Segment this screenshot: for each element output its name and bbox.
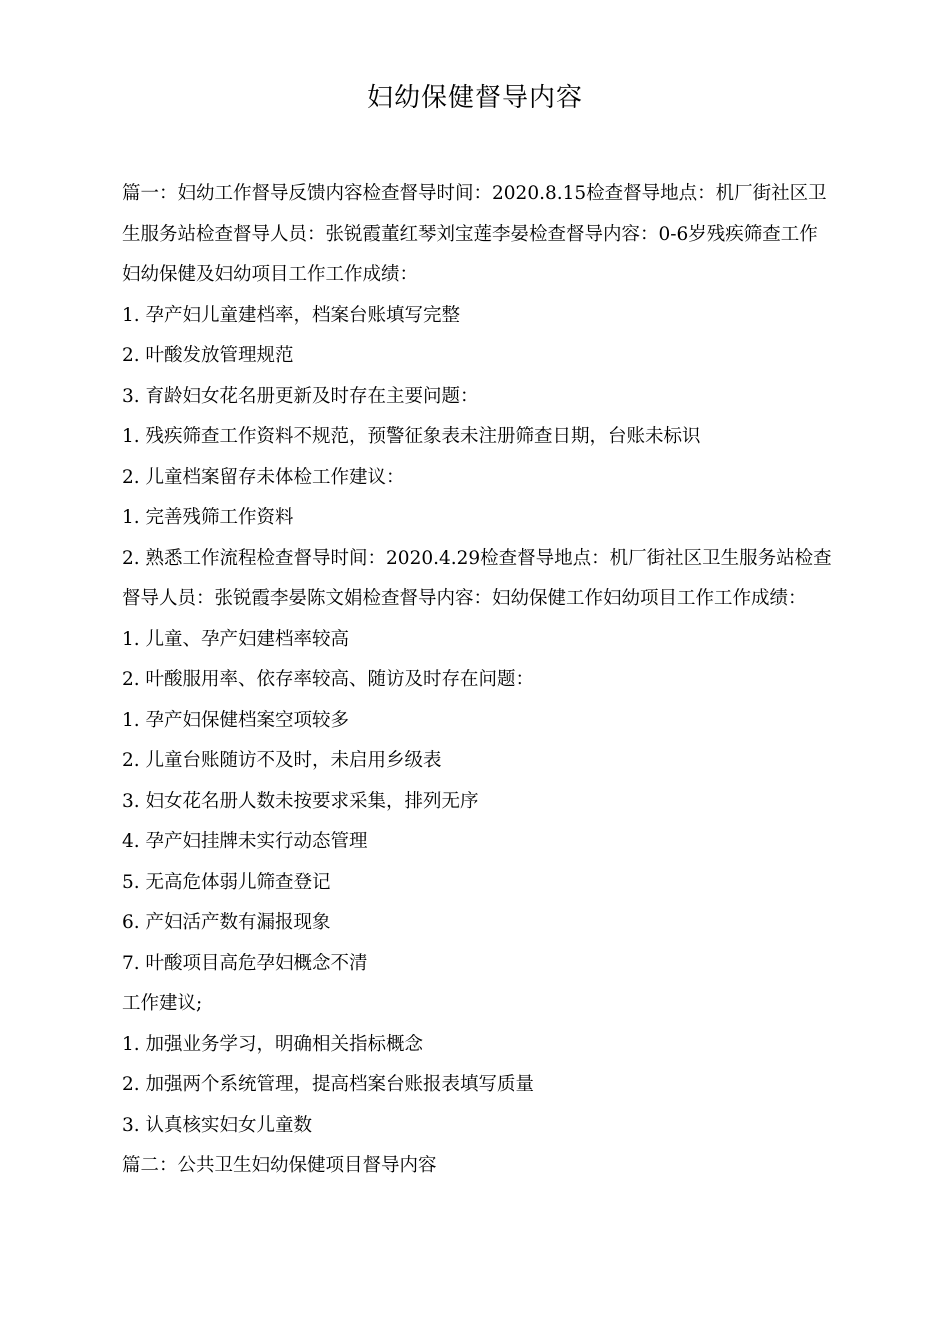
list-item: 1. 残疾筛查工作资料不规范，预警征象表未注册筛查日期，台账未标识	[122, 426, 701, 447]
list-item: 2. 熟悉工作流程检查督导时间：2020.4.29检查督导地点：机厂街社区卫生服务站检查督导人员：张锐霞李晏陈文娟检查督导内容：妇幼保健工作妇幼项目工作工作成绩：	[122, 547, 832, 609]
list-item: 1. 孕产妇儿童建档率，档案台账填写完整	[122, 304, 461, 326]
list-item: 1. 孕产妇保健档案空项较多	[122, 709, 350, 731]
list-item: 1. 完善残筛工作资料	[122, 507, 294, 528]
list-item: 6. 产妇活产数有漏报现象	[122, 912, 331, 933]
list-item: 5. 无高危体弱儿筛查登记	[122, 871, 331, 893]
list-item: 1. 加强业务学习，明确相关指标概念	[122, 1033, 424, 1055]
list-item: 3. 育龄妇女花名册更新及时存在主要问题：	[122, 385, 479, 407]
list-item: 7. 叶酸项目高危孕妇概念不清	[122, 952, 368, 974]
document-body	[122, 174, 832, 1187]
document-title: 妇幼保健督导内容	[366, 83, 583, 113]
list-item: 2. 儿童台账随访不及时，未启用乡级表	[122, 750, 442, 771]
list-item: 2. 儿童档案留存未体检工作建议：	[122, 466, 405, 488]
list-item: 3. 认真核实妇女儿童数	[122, 1114, 313, 1136]
section-heading: 工作建议;	[122, 993, 203, 1014]
list-item: 2. 叶酸发放管理规范	[122, 345, 294, 366]
list-item: 1. 儿童、孕产妇建档率较高	[122, 628, 350, 650]
section-heading: 篇二：公共卫生妇幼保健项目督导内容	[122, 1155, 437, 1176]
list-item: 2. 加强两个系统管理，提高档案台账报表填写质量	[122, 1074, 535, 1095]
list-item: 4. 孕产妇挂牌未实行动态管理	[122, 831, 368, 852]
list-item: 2. 叶酸服用率、依存率较高、随访及时存在问题：	[122, 669, 535, 690]
paragraph-intro: 篇一：妇幼工作督导反馈内容检查督导时间：2020.8.15检查督导地点：机厂街社区卫生服务站检查督导人员：张锐霞董红琴刘宝莲李晏检查督导内容：0-6岁残疾筛查工作妇幼保健及妇幼项目工作工作成绩：	[122, 183, 827, 285]
list-item: 3. 妇女花名册人数未按要求采集，排列无序	[122, 790, 479, 812]
